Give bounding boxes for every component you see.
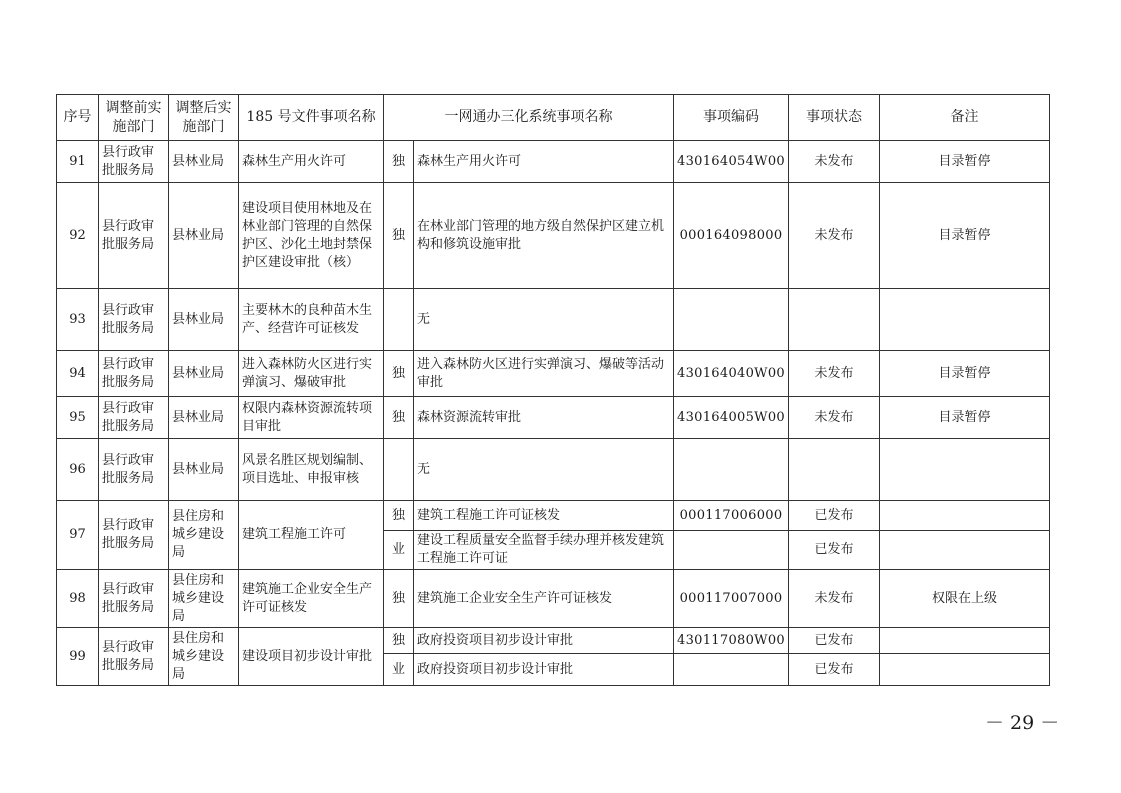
cell-before-dept: 县行政审批服务局 xyxy=(99,183,169,289)
cell-note xyxy=(880,501,1050,531)
cell-seq: 93 xyxy=(57,289,99,351)
cell-system-name: 建筑工程施工许可证核发 xyxy=(414,501,674,531)
cell-before-dept: 县行政审批服务局 xyxy=(99,289,169,351)
cell-after-dept: 县林业局 xyxy=(169,351,239,397)
cell-tag xyxy=(384,439,414,501)
cell-status: 已发布 xyxy=(789,654,880,686)
cell-status: 已发布 xyxy=(789,501,880,531)
cell-doc-name: 权限内森林资源流转项目审批 xyxy=(239,397,384,439)
cell-tag: 独 xyxy=(384,397,414,439)
cell-code: 430164040W00 xyxy=(674,351,789,397)
header-before: 调整前实施部门 xyxy=(99,95,169,141)
cell-note: 权限在上级 xyxy=(880,570,1050,628)
cell-before-dept: 县行政审批服务局 xyxy=(99,141,169,183)
cell-after-dept: 县林业局 xyxy=(169,183,239,289)
cell-note xyxy=(880,289,1050,351)
cell-doc-name: 森林生产用火许可 xyxy=(239,141,384,183)
cell-system-name: 森林资源流转审批 xyxy=(414,397,674,439)
cell-code xyxy=(674,289,789,351)
cell-system-name: 进入森林防火区进行实弹演习、爆破等活动审批 xyxy=(414,351,674,397)
cell-status: 已发布 xyxy=(789,531,880,570)
cell-status: 未发布 xyxy=(789,351,880,397)
cell-system-name: 森林生产用火许可 xyxy=(414,141,674,183)
cell-system-name: 建设工程质量安全监督手续办理并核发建筑工程施工许可证 xyxy=(414,531,674,570)
cell-after-dept: 县住房和城乡建设局 xyxy=(169,501,239,570)
cell-code: 000164098000 xyxy=(674,183,789,289)
cell-system-name: 在林业部门管理的地方级自然保护区建立机构和修筑设施审批 xyxy=(414,183,674,289)
cell-note: 目录暂停 xyxy=(880,183,1050,289)
table-row xyxy=(57,141,1050,183)
header-code: 事项编码 xyxy=(674,95,789,141)
cell-after-dept: 县林业局 xyxy=(169,141,239,183)
cell-system-name: 无 xyxy=(414,289,674,351)
header-seq: 序号 xyxy=(57,95,99,141)
header-after: 调整后实施部门 xyxy=(169,95,239,141)
cell-status xyxy=(789,289,880,351)
table-row xyxy=(57,628,1050,654)
cell-tag: 独 xyxy=(384,570,414,628)
cell-before-dept: 县行政审批服务局 xyxy=(99,570,169,628)
cell-note xyxy=(880,628,1050,654)
cell-doc-name: 建筑工程施工许可 xyxy=(239,501,384,570)
header-doc-name: 185 号文件事项名称 xyxy=(239,95,384,141)
table-row xyxy=(57,289,1050,351)
cell-note: 目录暂停 xyxy=(880,351,1050,397)
cell-before-dept: 县行政审批服务局 xyxy=(99,351,169,397)
header-note: 备注 xyxy=(880,95,1050,141)
cell-doc-name: 建设项目使用林地及在林业部门管理的自然保护区、沙化土地封禁保护区建设审批（核） xyxy=(239,183,384,289)
cell-code: 000117007000 xyxy=(674,570,789,628)
cell-tag: 业 xyxy=(384,531,414,570)
cell-status: 未发布 xyxy=(789,183,880,289)
cell-tag: 独 xyxy=(384,183,414,289)
cell-before-dept: 县行政审批服务局 xyxy=(99,501,169,570)
cell-status: 未发布 xyxy=(789,397,880,439)
cell-note xyxy=(880,531,1050,570)
cell-status: 未发布 xyxy=(789,570,880,628)
cell-seq: 98 xyxy=(57,570,99,628)
cell-note: 目录暂停 xyxy=(880,141,1050,183)
cell-tag: 独 xyxy=(384,351,414,397)
table-row xyxy=(57,183,1050,289)
cell-status: 未发布 xyxy=(789,141,880,183)
cell-doc-name: 进入森林防火区进行实弹演习、爆破审批 xyxy=(239,351,384,397)
cell-after-dept: 县林业局 xyxy=(169,439,239,501)
header-system-name: 一网通办三化系统事项名称 xyxy=(384,95,674,141)
cell-doc-name: 建筑施工企业安全生产许可证核发 xyxy=(239,570,384,628)
cell-seq: 92 xyxy=(57,183,99,289)
table-row xyxy=(57,397,1050,439)
cell-seq: 97 xyxy=(57,501,99,570)
table-body xyxy=(57,141,1050,686)
cell-seq: 95 xyxy=(57,397,99,439)
cell-tag xyxy=(384,289,414,351)
cell-system-name: 建筑施工企业安全生产许可证核发 xyxy=(414,570,674,628)
cell-status xyxy=(789,439,880,501)
cell-after-dept: 县林业局 xyxy=(169,289,239,351)
cell-doc-name: 建设项目初步设计审批 xyxy=(239,628,384,686)
header-status: 事项状态 xyxy=(789,95,880,141)
cell-after-dept: 县林业局 xyxy=(169,397,239,439)
cell-after-dept: 县住房和城乡建设局 xyxy=(169,628,239,686)
cell-tag: 独 xyxy=(384,628,414,654)
page-number: － 29 － xyxy=(985,712,1060,734)
cell-note xyxy=(880,439,1050,501)
cell-code: 000117006000 xyxy=(674,501,789,531)
cell-before-dept: 县行政审批服务局 xyxy=(99,397,169,439)
cell-doc-name: 风景名胜区规划编制、项目选址、申报审核 xyxy=(239,439,384,501)
cell-code: 430164054W00 xyxy=(674,141,789,183)
cell-seq: 94 xyxy=(57,351,99,397)
cell-system-name: 政府投资项目初步设计审批 xyxy=(414,654,674,686)
cell-before-dept: 县行政审批服务局 xyxy=(99,628,169,686)
cell-tag: 独 xyxy=(384,141,414,183)
cell-seq: 91 xyxy=(57,141,99,183)
cell-code: 430117080W00 xyxy=(674,628,789,654)
items-table xyxy=(56,94,1050,686)
cell-after-dept: 县住房和城乡建设局 xyxy=(169,570,239,628)
cell-system-name: 政府投资项目初步设计审批 xyxy=(414,628,674,654)
cell-before-dept: 县行政审批服务局 xyxy=(99,439,169,501)
table-row xyxy=(57,570,1050,628)
table-row xyxy=(57,439,1050,501)
cell-tag: 业 xyxy=(384,654,414,686)
cell-code xyxy=(674,439,789,501)
table-row xyxy=(57,501,1050,531)
cell-code xyxy=(674,654,789,686)
cell-seq: 96 xyxy=(57,439,99,501)
cell-code xyxy=(674,531,789,570)
cell-status: 已发布 xyxy=(789,628,880,654)
header-row xyxy=(57,95,1050,141)
cell-seq: 99 xyxy=(57,628,99,686)
cell-note: 目录暂停 xyxy=(880,397,1050,439)
cell-note xyxy=(880,654,1050,686)
cell-code: 430164005W00 xyxy=(674,397,789,439)
cell-doc-name: 主要林木的良种苗木生产、经营许可证核发 xyxy=(239,289,384,351)
cell-system-name: 无 xyxy=(414,439,674,501)
cell-tag: 独 xyxy=(384,501,414,531)
table-row xyxy=(57,351,1050,397)
